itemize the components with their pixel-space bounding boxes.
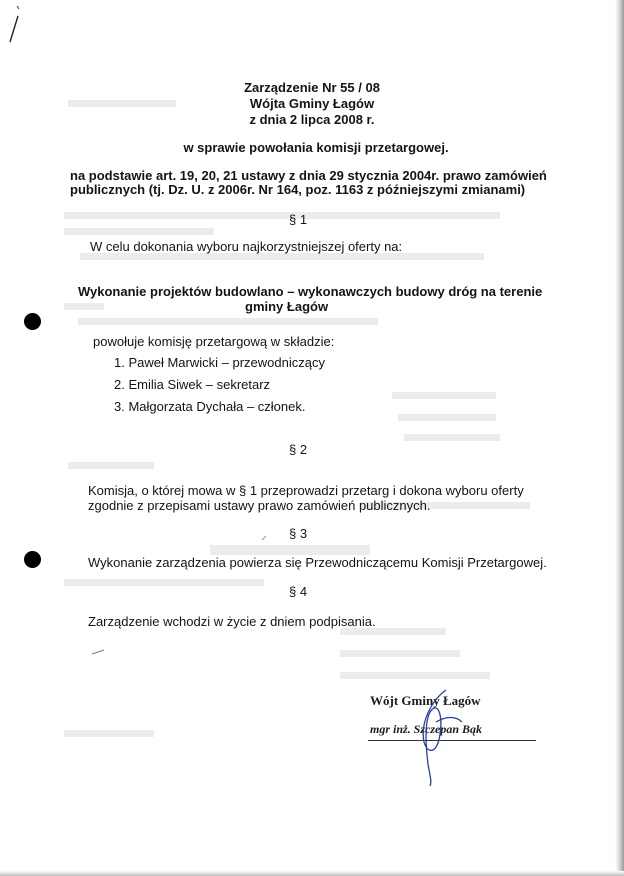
section-3-heading: § 3 (289, 526, 308, 541)
title-line-3: z dnia 2 lipca 2008 r. (249, 112, 375, 127)
legal-basis-line-2: publicznych (tj. Dz. U. z 2006r. Nr 164, poz. 1163 z późniejszymi zmianami) (70, 182, 526, 197)
project-title-line-2: gminy Łagów (245, 299, 329, 314)
section-2-line-1: Komisja, o której mowa w § 1 przeprowadzi przetarg i dokona wyboru oferty (88, 483, 524, 498)
section-4-heading: § 4 (289, 584, 308, 599)
committee-member: 2. Emilia Siwek – sekretarz (114, 377, 271, 392)
section-4-text: Zarządzenie wchodzi w życie z dniem podpisania. (88, 614, 376, 629)
committee-intro: powołuje komisję przetargową w składzie: (93, 334, 335, 349)
legal-basis-line-1: na podstawie art. 19, 20, 21 ustawy z dnia 29 stycznia 2004r. prawo zamówień (70, 168, 547, 183)
section-2-heading: § 2 (289, 442, 308, 457)
subject: w sprawie powołania komisji przetargowej. (183, 140, 449, 155)
section-3-text: Wykonanie zarządzenia powierza się Przewodniczącemu Komisji Przetargowej. (88, 555, 547, 570)
section-1-heading: § 1 (289, 212, 308, 227)
committee-member: 3. Małgorzata Dychała – członek. (114, 399, 306, 414)
project-title-line-1: Wykonanie projektów budowlano – wykonawczych budowy dróg na terenie (78, 284, 543, 299)
signature-title: Wójt Gminy Łagów (370, 693, 481, 708)
handwritten-signature (423, 690, 462, 786)
signature-name: mgr inż. Szczepan Bąk (370, 722, 483, 736)
scan-edge-bottom (0, 871, 624, 876)
scan-edge-right (615, 0, 624, 876)
committee-member: 1. Paweł Marwicki – przewodniczący (114, 355, 325, 370)
title-line-1: Zarządzenie Nr 55 / 08 (244, 80, 380, 95)
section-2-line-2: zgodnie z przepisami ustawy prawo zamówień publicznych. (88, 498, 431, 513)
section-1-intro: W celu dokonania wyboru najkorzystniejszej oferty na: (90, 239, 403, 254)
title-line-2: Wójta Gminy Łagów (249, 96, 375, 111)
